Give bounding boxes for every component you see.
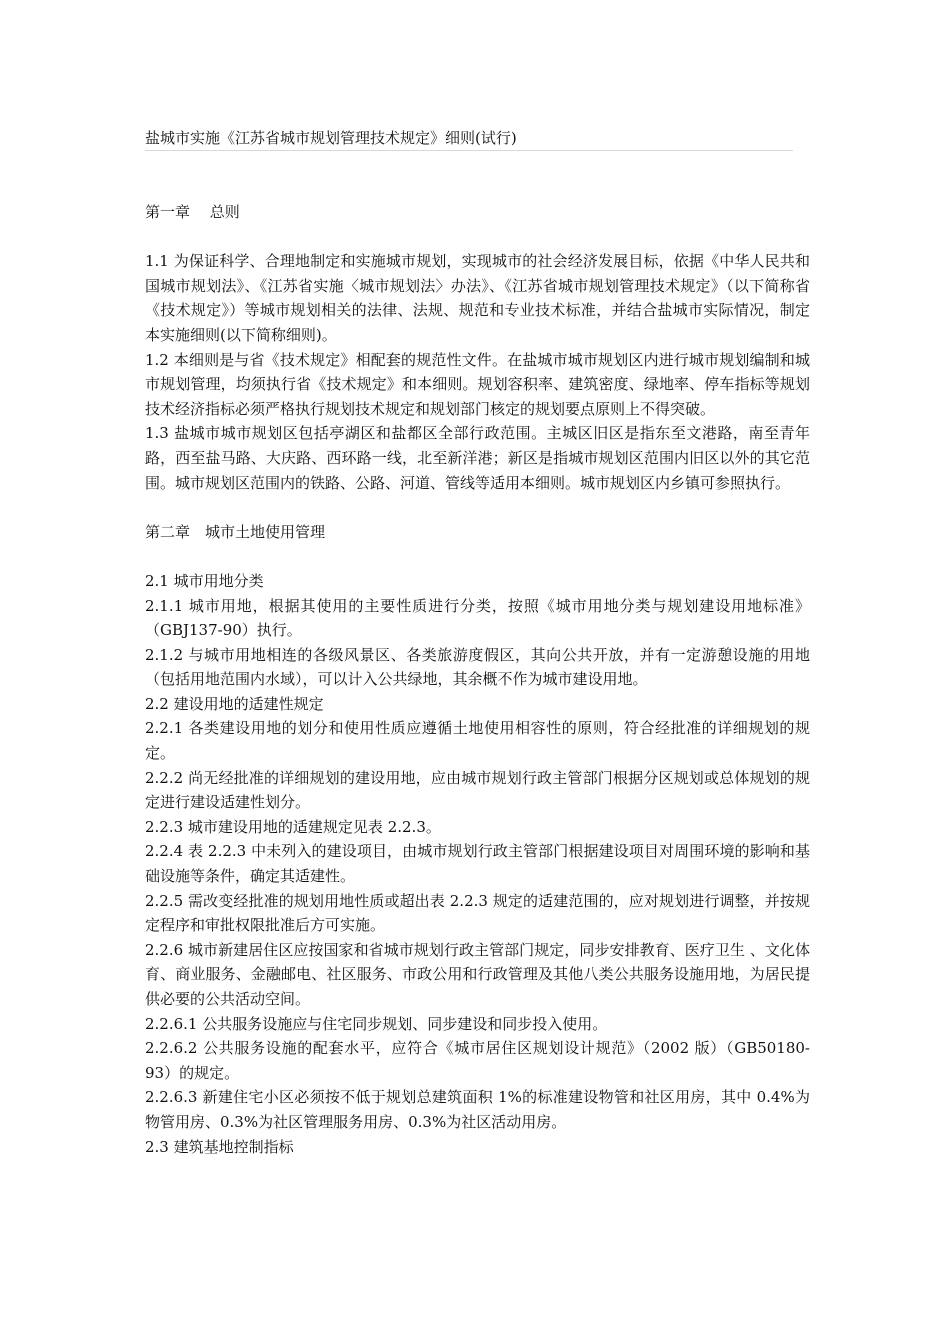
clause-2-2-6-2: 2.2.6.2 公共服务设施的配套水平，应符合《城市居住区规划设计规范》（2002 版）（GB50180-93）的规定。 bbox=[145, 1039, 810, 1082]
chapter-2-heading: 第二章 城市土地使用管理 bbox=[145, 522, 326, 541]
clause-1-1: 1.1 为保证科学、合理地制定和实施城市规划，实现城市的社会经济发展目标，依据《中华人民共和国城市规划法》、《江苏省实施〈城市规划法〉办法》、《江苏省城市规划管理技术规定》（以下简称省《技术规定》）等城市规划相关的法律、法规、规范和专业技术标准，并结合盐城市实际情况，制定本实施细则(以下简称细则)。 bbox=[145, 252, 810, 344]
clause-2-1-2: 2.1.2 与城市用地相连的各级风景区、各类旅游度假区，其向公共开放，并有一定游憩设施的用地（包括用地范围内水域），可以计入公共绿地，其余概不作为城市建设用地。 bbox=[145, 645, 810, 689]
chapter-1-heading: 第一章 总则 bbox=[145, 203, 240, 221]
clause-2-1-1: 2.1.1 城市用地，根据其使用的主要性质进行分类，按照《城市用地分类与规划建设用地标准》（GBJ137-90）执行。 bbox=[145, 596, 810, 640]
clause-2-2-6-1: 2.2.6.1 公共服务设施应与住宅同步规划、同步建设和同步投入使用。 bbox=[145, 1014, 608, 1033]
clause-1-2: 1.2 本细则是与省《技术规定》相配套的规范性文件。在盐城市城市规划区内进行城市规划编制和城市规划管理，均须执行省《技术规定》和本细则。规划容积率、建筑密度、绿地率、停车指标等规划技术经济指标必须严格执行规划技术规定和规划部门核定的规划要点原则上不得突破。 bbox=[145, 350, 810, 418]
clause-2-2-4: 2.2.4 表 2.2.3 中未列入的建设项目，由城市规划行政主管部门根据建设项目对周围环境的影响和基础设施等条件，确定其适建性。 bbox=[145, 842, 810, 886]
clause-2-2-6-3: 2.2.6.3 新建住宅小区必须按不低于规划总建筑面积 1%的标准建设物管和社区用房，其中 0.4%为物管用房、0.3%为社区管理服务用房、0.3%为社区活动用房。 bbox=[145, 1088, 810, 1131]
section-2-2: 2.2 建设用地的适建性规定 bbox=[145, 694, 324, 713]
clause-2-2-2: 2.2.2 尚无经批准的详细规划的建设用地，应由城市规划行政主管部门根据分区规划或总体规划的规定进行建设适建性划分。 bbox=[145, 768, 810, 812]
spacer bbox=[145, 495, 810, 520]
spacer bbox=[145, 544, 810, 569]
spacer bbox=[145, 225, 810, 250]
section-2-3: 2.3 建筑基地控制指标 bbox=[145, 1137, 294, 1156]
section-2-1: 2.1 城市用地分类 bbox=[145, 571, 264, 590]
document-body bbox=[145, 200, 810, 1159]
clause-2-2-6: 2.2.6 城市新建居住区应按国家和省城市规划行政主管部门规定，同步安排教育、医疗卫生 、文化体育、商业服务、金融邮电、社区服务、市政公用和行政管理及其他八类公共服务设施用地，为居民提供必要的公共活动空间。 bbox=[145, 940, 810, 1008]
clause-2-2-5: 2.2.5 需改变经批准的规划用地性质或超出表 2.2.3 规定的适建范围的，应对规划进行调整，并按规定程序和审批权限批准后方可实施。 bbox=[145, 891, 810, 935]
document-title: 盐城市实施《江苏省城市规划管理技术规定》细则(试行) bbox=[145, 129, 517, 147]
clause-2-2-3: 2.2.3 城市建设用地的适建规定见表 2.2.3。 bbox=[145, 817, 441, 836]
title-divider bbox=[145, 150, 793, 151]
clause-1-3: 1.3 盐城市城市规划区包括亭湖区和盐都区全部行政范围。主城区旧区是指东至文港路，南至青年路，西至盐马路、大庆路、西环路一线，北至新洋港；新区是指城市规划区范围内旧区以外的其它范围。城市规划区范围内的铁路、公路、河道、管线等适用本细则。城市规划区内乡镇可参照执行。 bbox=[145, 424, 810, 492]
clause-2-2-1: 2.2.1 各类建设用地的划分和使用性质应遵循土地使用相容性的原则，符合经批准的详细规划的规定。 bbox=[145, 719, 810, 763]
